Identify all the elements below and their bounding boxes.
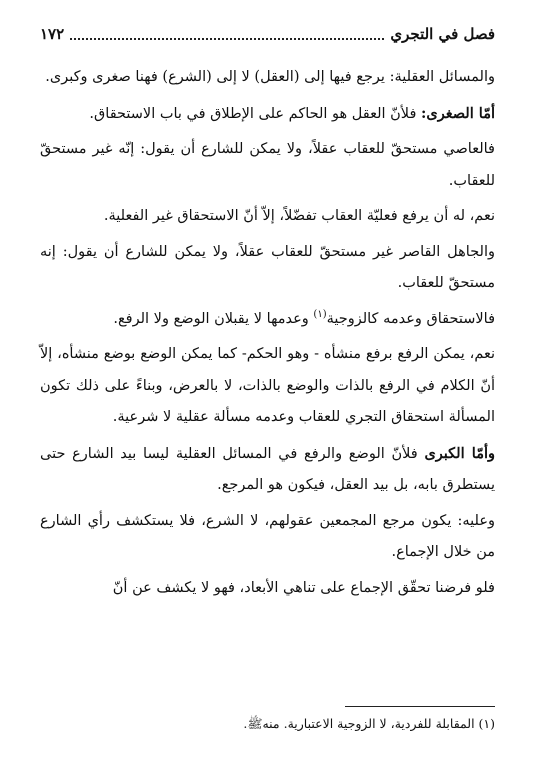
page-number: ١٧٢: [40, 25, 65, 43]
footnote-marker[interactable]: (١): [313, 308, 327, 320]
chapter-title: فصل في التجري: [390, 25, 495, 43]
lead-term: أمّا الصغرى:: [421, 104, 495, 122]
paragraph: فالاستحقاق وعدمه كالزوجية$^{(١)}$ وعدمها لا يقبلان الوضع ولا الرفع.: [113, 308, 495, 327]
paragraph: نعم، له أن يرفع فعليّة العقاب تفضّلاً، إلاّ أنّ الاستحقاق غير الفعلية.: [103, 208, 495, 224]
lead-term: وأمّا الكبرى: [424, 444, 495, 462]
footnote-divider: [345, 706, 495, 707]
paragraph: وأمّا الكبرى فلأنّ الوضع والرفع في المسائل العقلية ليسا بيد الشارع حتى يستطرق بابه، بل بيد العقل، فيكون هو المرجع.: [40, 444, 495, 493]
paragraph: والمسائل العقلية: يرجع فيها إلى (العقل) لا إلى (الشرع) فهنا صغرى وكبرى.: [45, 69, 495, 85]
body-text: [40, 62, 495, 608]
paragraph: أمّا الصغرى: فلأنّ العقل هو الحاكم على الإطلاق في باب الاستحقاق.: [89, 104, 495, 122]
paragraph: فالعاصي مستحقّ للعقاب عقلاً، ولا يمكن للشارع أن يقول: إنّه غير مستحقّ للعقاب.: [40, 141, 495, 189]
paragraph: والجاهل القاصر غير مستحقّ للعقاب عقلاً، ولا يمكن للشارع أن يقول: إنه مستحقّ للعقاب.: [40, 243, 495, 291]
header-dot-leader: [70, 38, 384, 40]
footnote: (١) المقابلة للفردية، لا الزوجية الاعتبارية. منهﷺ.: [243, 716, 495, 731]
paragraph: وعليه: يكون مرجع المجمعين عقولهم، لا الشرع، فلا يستكشف رأي الشارع من خلال الإجماع.: [40, 512, 495, 560]
page-header: [40, 22, 495, 46]
paragraph: نعم، يمكن الرفع برفع منشأه - وهو الحكم- كما يمكن الوضع بوضع منشأه، إلاّ أنّ الكلام في الرفع بالذات والوضع بالذات، لا بالعرض، وبناءً على ذلك تكون المسألة استحقاق التجري للعقاب وعدمه مسألة عقلية لا شرعية.: [40, 346, 495, 425]
paragraph: فلو فرضنا تحقّق الإجماع على تناهي الأبعاد، فهو لا يكشف عن أنّ: [112, 579, 495, 596]
